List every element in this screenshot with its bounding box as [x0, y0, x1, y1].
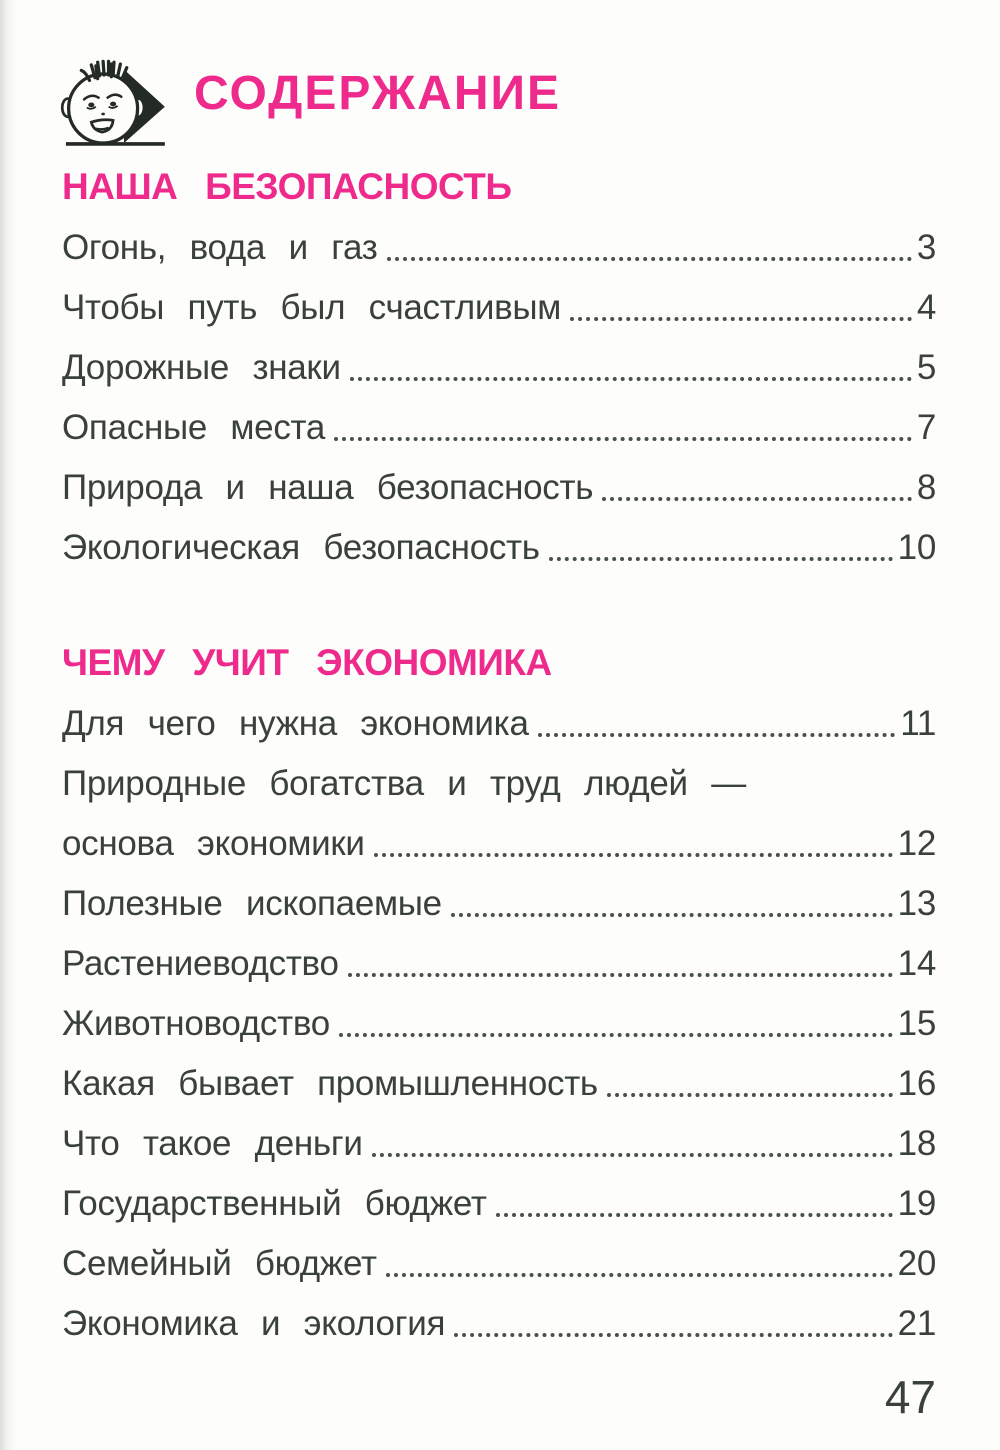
toc-entry-title: Природа и наша безопасность	[62, 468, 594, 507]
toc-entry-page: 5	[916, 348, 936, 387]
toc-entry-title: Природные богатства и труд людей —	[62, 764, 746, 803]
toc-entry-title: Семейный бюджет	[62, 1244, 377, 1283]
toc-entry-page: 14	[897, 944, 936, 983]
toc-entry-title: Чтобы путь был счастливым	[62, 288, 562, 327]
section-heading: НАША БЕЗОПАСНОСТЬ	[62, 166, 512, 207]
toc-entry-page: 12	[897, 824, 936, 863]
toc-entry-page: 13	[897, 884, 936, 923]
toc-entry-page: 15	[897, 1004, 936, 1043]
toc-entry-row	[62, 458, 936, 518]
dot-leader	[445, 1294, 898, 1354]
page-number: 47	[884, 1371, 936, 1423]
toc-entry-page: 7	[916, 408, 936, 447]
section-heading: ЧЕМУ УЧИТ ЭКОНОМИКА	[62, 642, 552, 683]
toc-entry-title: основа экономики	[62, 824, 365, 863]
toc-entry-row	[62, 754, 936, 814]
toc-entry-row	[62, 338, 936, 398]
toc-entry-row	[62, 934, 936, 994]
toc-entry-row	[62, 1294, 936, 1354]
toc-entry-page: 19	[897, 1184, 936, 1223]
toc-section	[62, 642, 936, 1354]
toc-entry-row	[62, 518, 936, 578]
toc-entry-title: Что такое деньги	[62, 1124, 363, 1163]
toc-entry-row	[62, 218, 936, 278]
toc-entry-row	[62, 398, 936, 458]
toc-entry-row	[62, 1114, 936, 1174]
dot-leader	[341, 338, 917, 398]
toc-entry-page: 18	[897, 1124, 936, 1163]
toc-entry-row	[62, 994, 936, 1054]
dot-leader	[442, 874, 898, 934]
dot-leader	[529, 694, 901, 754]
toc-entry-row	[62, 694, 936, 754]
dot-leader	[363, 1114, 898, 1174]
toc-entry-row	[62, 1054, 936, 1114]
dot-leader	[593, 458, 917, 518]
toc-entry-title: Огонь, вода и газ	[62, 228, 378, 267]
toc-entry-title: Какая бывает промышленность	[62, 1064, 598, 1103]
dot-leader	[365, 814, 898, 874]
dot-leader	[598, 1054, 898, 1114]
toc-section	[62, 166, 936, 578]
toc-entry-page: 3	[916, 228, 936, 267]
toc-entry-page: 21	[897, 1304, 936, 1343]
dot-leader	[487, 1174, 898, 1234]
toc-entry-page: 16	[897, 1064, 936, 1103]
toc-entry-page: 20	[897, 1244, 936, 1283]
toc-entry-page: 4	[916, 288, 936, 327]
toc-entry-title: Опасные места	[62, 408, 326, 447]
dot-leader	[339, 934, 898, 994]
toc-entry-title: Государственный бюджет	[62, 1184, 487, 1223]
toc-entry-title: Животноводство	[62, 1004, 330, 1043]
toc-entry-title: Для чего нужна экономика	[62, 704, 529, 743]
toc-entry-title: Экономика и экология	[62, 1304, 446, 1343]
dot-leader	[325, 398, 917, 458]
toc-entry-title: Экологическая безопасность	[62, 528, 540, 567]
toc-entry-page: 10	[897, 528, 936, 567]
toc-entry-page: 8	[916, 468, 936, 507]
toc-entry-row	[62, 278, 936, 338]
toc-entry-row	[62, 1234, 936, 1294]
toc-entry-row	[62, 814, 936, 874]
toc-entry-title: Растениеводство	[62, 944, 339, 983]
dot-leader	[378, 218, 917, 278]
page-title: СОДЕРЖАНИЕ	[194, 67, 561, 120]
toc-entry-row	[62, 1174, 936, 1234]
toc-entry-page: 11	[900, 704, 936, 743]
toc-entry-row	[62, 874, 936, 934]
toc-entry-title: Дорожные знаки	[62, 348, 341, 387]
toc-entry-title: Полезные ископаемые	[62, 884, 442, 923]
dot-leader	[540, 518, 898, 578]
dot-leader	[377, 1234, 898, 1294]
dot-leader	[330, 994, 898, 1054]
dot-leader	[561, 278, 917, 338]
